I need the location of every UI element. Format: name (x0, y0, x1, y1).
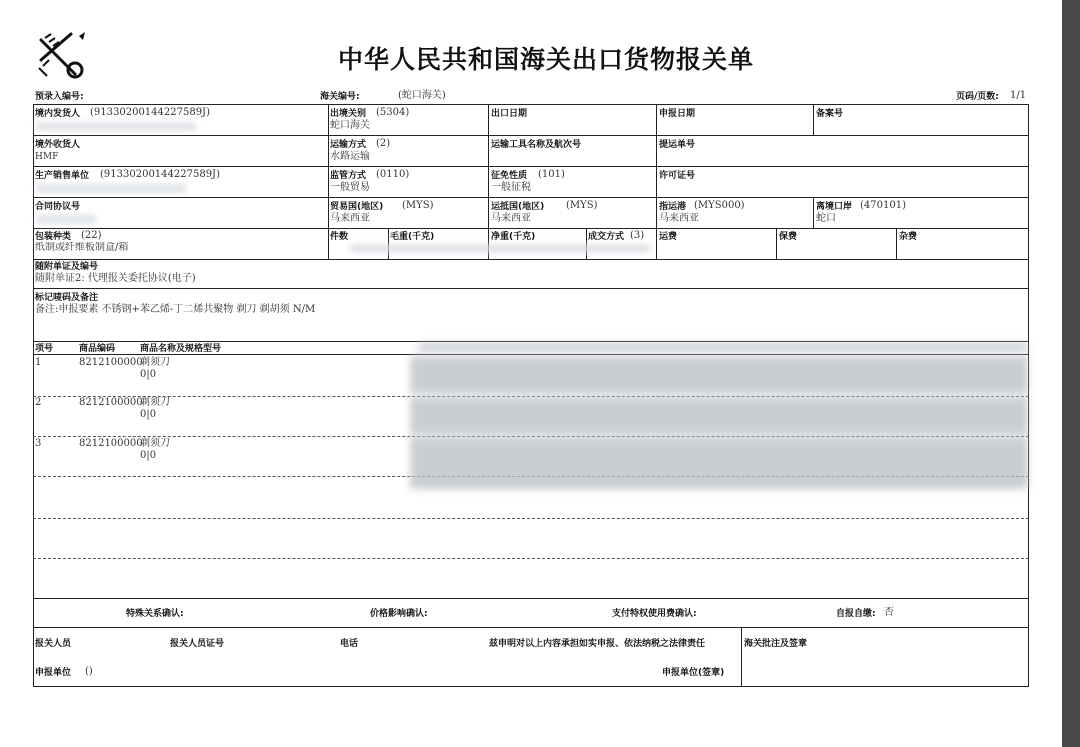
consignor-label: 境内发货人 (35, 109, 81, 119)
exit-customs-label: 出境关别 (330, 109, 367, 119)
levy-label: 征免性质 (491, 171, 528, 181)
supervision-name: 一般贸易 (330, 182, 370, 193)
page-title: 中华人民共和国海关出口货物报关单 (338, 45, 755, 74)
trade-country-name: 马来西亚 (330, 213, 370, 224)
customs-no-value: (蛇口海关) (398, 90, 446, 101)
remarks-label: 标记唛码及备注 (35, 293, 99, 303)
price-impact-label: 价格影响确认: (370, 609, 428, 619)
item-no: 3 (35, 438, 42, 449)
goods-header-no: 项号 (35, 344, 54, 354)
redacted-row-2 (410, 397, 1028, 435)
exit-customs-name: 蛇口海关 (330, 120, 370, 131)
item-name: 剃须刀 (140, 438, 170, 449)
insurance-label: 保费 (779, 232, 798, 242)
self-pay-value: 否 (884, 607, 894, 618)
record-no-label: 备案号 (816, 109, 844, 119)
exit-port-name: 蛇口 (816, 213, 836, 224)
producer-value: (91330200144227589J) (100, 169, 220, 180)
customs-no-label: 海关编号: (320, 92, 360, 102)
bill-label: 提运单号 (659, 140, 696, 150)
exit-port-label: 离境口岸 (816, 202, 853, 212)
transport-label: 运输方式 (330, 140, 367, 150)
redacted-producer-name (36, 184, 186, 193)
item-name: 剃须刀 (140, 397, 170, 408)
declaring-unit-seal-label: 申报单位(签章) (662, 668, 725, 678)
dest-country-code: (MYS) (566, 200, 598, 211)
misc-label: 杂费 (899, 232, 918, 242)
consignor-value: (91330200144227589J) (90, 107, 210, 118)
dest-country-name: 马来西亚 (491, 213, 531, 224)
docs-value: 随附单证2: 代理报关委托协议(电子) (35, 273, 196, 284)
contract-label: 合同协议号 (35, 202, 81, 212)
gross-label: 毛重(千克) (390, 232, 435, 242)
port-code: (MYS000) (694, 200, 745, 211)
freight-label: 运费 (659, 232, 678, 242)
supervision-label: 监管方式 (330, 171, 367, 181)
redacted-contract-no (36, 215, 96, 224)
deal-code: (3) (630, 230, 645, 241)
exit-customs-code: (5304) (376, 107, 410, 118)
license-label: 许可证号 (659, 171, 696, 181)
levy-code: (101) (538, 169, 565, 180)
vessel-label: 运输工具名称及航次号 (491, 140, 582, 150)
declaration-statement: 兹申明对以上内容承担如实申报、依法纳税之法律责任 (489, 639, 706, 649)
net-label: 净重(千克) (491, 232, 536, 242)
package-name: 纸制或纤维板制盒/箱 (35, 242, 129, 252)
port-name: 马来西亚 (659, 213, 699, 224)
export-date-label: 出口日期 (491, 109, 528, 119)
item-spec: 0|0 (140, 450, 157, 461)
item-no: 1 (35, 357, 42, 368)
item-code: 8212100000 (79, 357, 143, 368)
item-spec: 0|0 (140, 369, 157, 380)
item-code: 8212100000 (79, 438, 143, 449)
pre-entry-label: 预录入编号: (35, 92, 84, 102)
docs-label: 随附单证及编号 (35, 262, 99, 272)
redacted-row-3 (410, 437, 1028, 489)
trade-country-label: 贸易国(地区) (330, 202, 384, 212)
transport-name: 水路运输 (330, 151, 370, 162)
redacted-goods-headers (418, 343, 1028, 351)
redacted-consignor-name (36, 122, 196, 131)
declarant-label: 报关人员 (35, 639, 72, 649)
declarant-cert-label: 报关人员证号 (170, 639, 225, 649)
customs-approval-label: 海关批注及签章 (744, 639, 808, 649)
declaring-unit-value: () (85, 666, 93, 677)
trade-country-code: (MYS) (402, 200, 434, 211)
exit-port-code: (470101) (860, 200, 906, 211)
redacted-row-1 (410, 356, 1028, 394)
pieces-label: 件数 (330, 232, 349, 242)
port-label: 指运港 (659, 202, 687, 212)
package-label: 包装种类 (35, 232, 72, 242)
deal-label: 成交方式 (588, 232, 625, 242)
consignee-value: HMF (35, 152, 59, 162)
royalty-label: 支付特权使用费确认: (612, 609, 697, 619)
page-label: 页码/页数: (956, 92, 999, 102)
item-spec: 0|0 (140, 409, 157, 420)
remarks-value: 备注:申报要素 不锈钢+苯乙烯-丁二烯共聚物 剃刀 剃胡须 N/M (35, 304, 316, 315)
declaring-unit-label: 申报单位 (35, 668, 72, 678)
item-name: 剃须刀 (140, 357, 170, 368)
package-code: (22) (81, 230, 102, 241)
supervision-code: (0110) (376, 169, 410, 180)
goods-header-name: 商品名称及规格型号 (140, 344, 222, 354)
item-code: 8212100000 (79, 397, 143, 408)
page-value: 1/1 (1010, 90, 1027, 101)
transport-code: (2) (376, 138, 391, 149)
special-relation-label: 特殊关系确认: (126, 609, 184, 619)
scrollbar[interactable] (1062, 0, 1080, 747)
declare-date-label: 申报日期 (659, 109, 696, 119)
customs-emblem-icon (35, 30, 87, 82)
phone-label: 电话 (340, 639, 359, 649)
redacted-weights (350, 244, 650, 253)
self-pay-label: 自报自缴: (836, 609, 876, 619)
producer-label: 生产销售单位 (35, 171, 90, 181)
consignee-label: 境外收货人 (35, 140, 81, 150)
dest-country-label: 运抵国(地区) (491, 202, 545, 212)
goods-header-code: 商品编码 (79, 344, 116, 354)
levy-name: 一般征税 (491, 182, 531, 193)
item-no: 2 (35, 397, 42, 408)
